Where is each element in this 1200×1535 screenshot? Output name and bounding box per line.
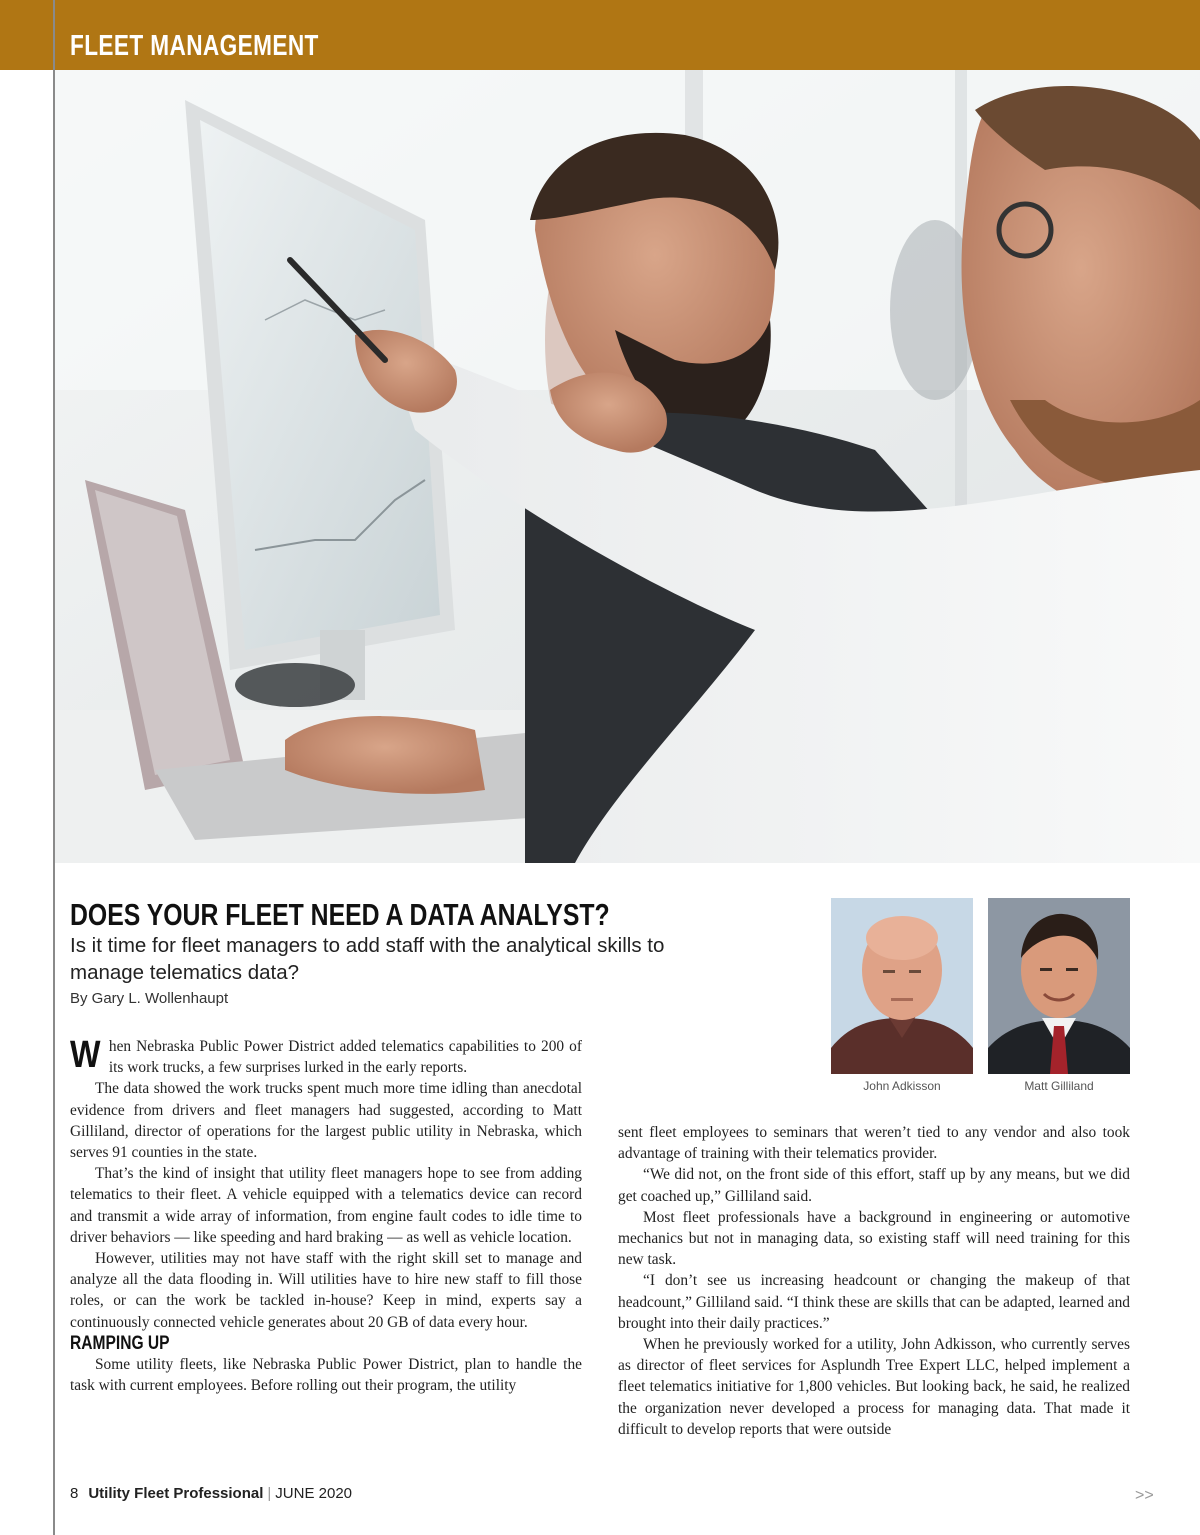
portrait-john-adkisson <box>831 898 973 1074</box>
body-paragraph: “I don’t see us increasing headcount or changing the makeup of that headcount,” Gilliland said. “I think these are skills that can be adapted, learned and brought into their daily practices.” <box>618 1272 1130 1332</box>
body-paragraph: The data showed the work trucks spent much more time idling than anecdotal evidence from drivers and fleet managers had suggested, according to Matt Gilliland, director of operations for the largest public utility in Nebraska, which serves 91 counties in the state. <box>70 1080 582 1162</box>
page-number: 8 <box>70 1485 79 1502</box>
photo-caption: Matt Gilliland <box>1024 1079 1094 1093</box>
body-paragraph: sent fleet employees to seminars that weren’t tied to any vendor and also took advantage of training with their telematics provider. <box>618 1124 1130 1163</box>
body-paragraph: When he previously worked for a utility, John Adkisson, who currently serves as director of fleet services for Asplundh Tree Expert LLC, helped implement a fleet telematics initiative for 1,800 vehicles. But looking back, he said, he realized the organization never developed a process for managing data. That made it difficult to develop reports that were outside <box>618 1336 1130 1438</box>
section-subhead: RAMPING UP <box>70 1332 170 1354</box>
body-paragraph: Some utility fleets, like Nebraska Public Power District, plan to handle the task with current employees. Before rolling out their program, the utility <box>70 1356 582 1395</box>
section-header-bar <box>0 0 1200 70</box>
article-deck: Is it time for fleet managers to add staff with the analytical skills to manage telematics data? <box>70 934 665 984</box>
body-paragraph: When Nebraska Public Power District added telematics capabilities to 200 of its work trucks, a few surprises lurked in the early reports. <box>70 1034 582 1077</box>
body-paragraph: “We did not, on the front side of this effort, staff up by any means, but we did get coached up,” Gilliland said. <box>618 1166 1130 1205</box>
continued-marker: >> <box>1135 1487 1154 1504</box>
body-paragraph: That’s the kind of insight that utility fleet managers hope to see from adding telematics to their fleet. A vehicle equipped with a telematics device can record and transmit a wide array of information, from engine fault codes to idle time to driver behaviors — like speeding and hard braking — as well as vehicle location. <box>70 1165 582 1246</box>
portrait-matt-gilliland <box>988 898 1130 1074</box>
drop-cap: W <box>70 1034 101 1076</box>
footer-separator: | <box>267 1485 272 1502</box>
body-paragraph: However, utilities may not have staff with the right skill set to manage and analyze all the data flooding in. Will utilities have to hire new staff to fill those roles, or can the work be tackled in-house? Keep in mind, experts say a continuously connected vehicle generates about 20 GB of data every hour. <box>70 1250 582 1331</box>
section-title: FLEET MANAGEMENT <box>70 30 319 62</box>
article-column-left <box>70 1036 582 1396</box>
issue-date: JUNE 2020 <box>275 1485 353 1502</box>
article-byline: By Gary L. Wollenhaupt <box>70 990 229 1007</box>
body-paragraph: Most fleet professionals have a background in engineering or automotive mechanics but not in managing data, so existing staff will need training for this new task. <box>618 1208 1130 1269</box>
page-footer <box>70 1485 352 1502</box>
photo-caption: John Adkisson <box>863 1079 941 1093</box>
publication-name: Utility Fleet Professional <box>88 1485 264 1502</box>
article-headline: DOES YOUR FLEET NEED A DATA ANALYST? <box>70 897 610 932</box>
article-column-right <box>618 1122 1130 1440</box>
hero-photo <box>55 70 1200 863</box>
